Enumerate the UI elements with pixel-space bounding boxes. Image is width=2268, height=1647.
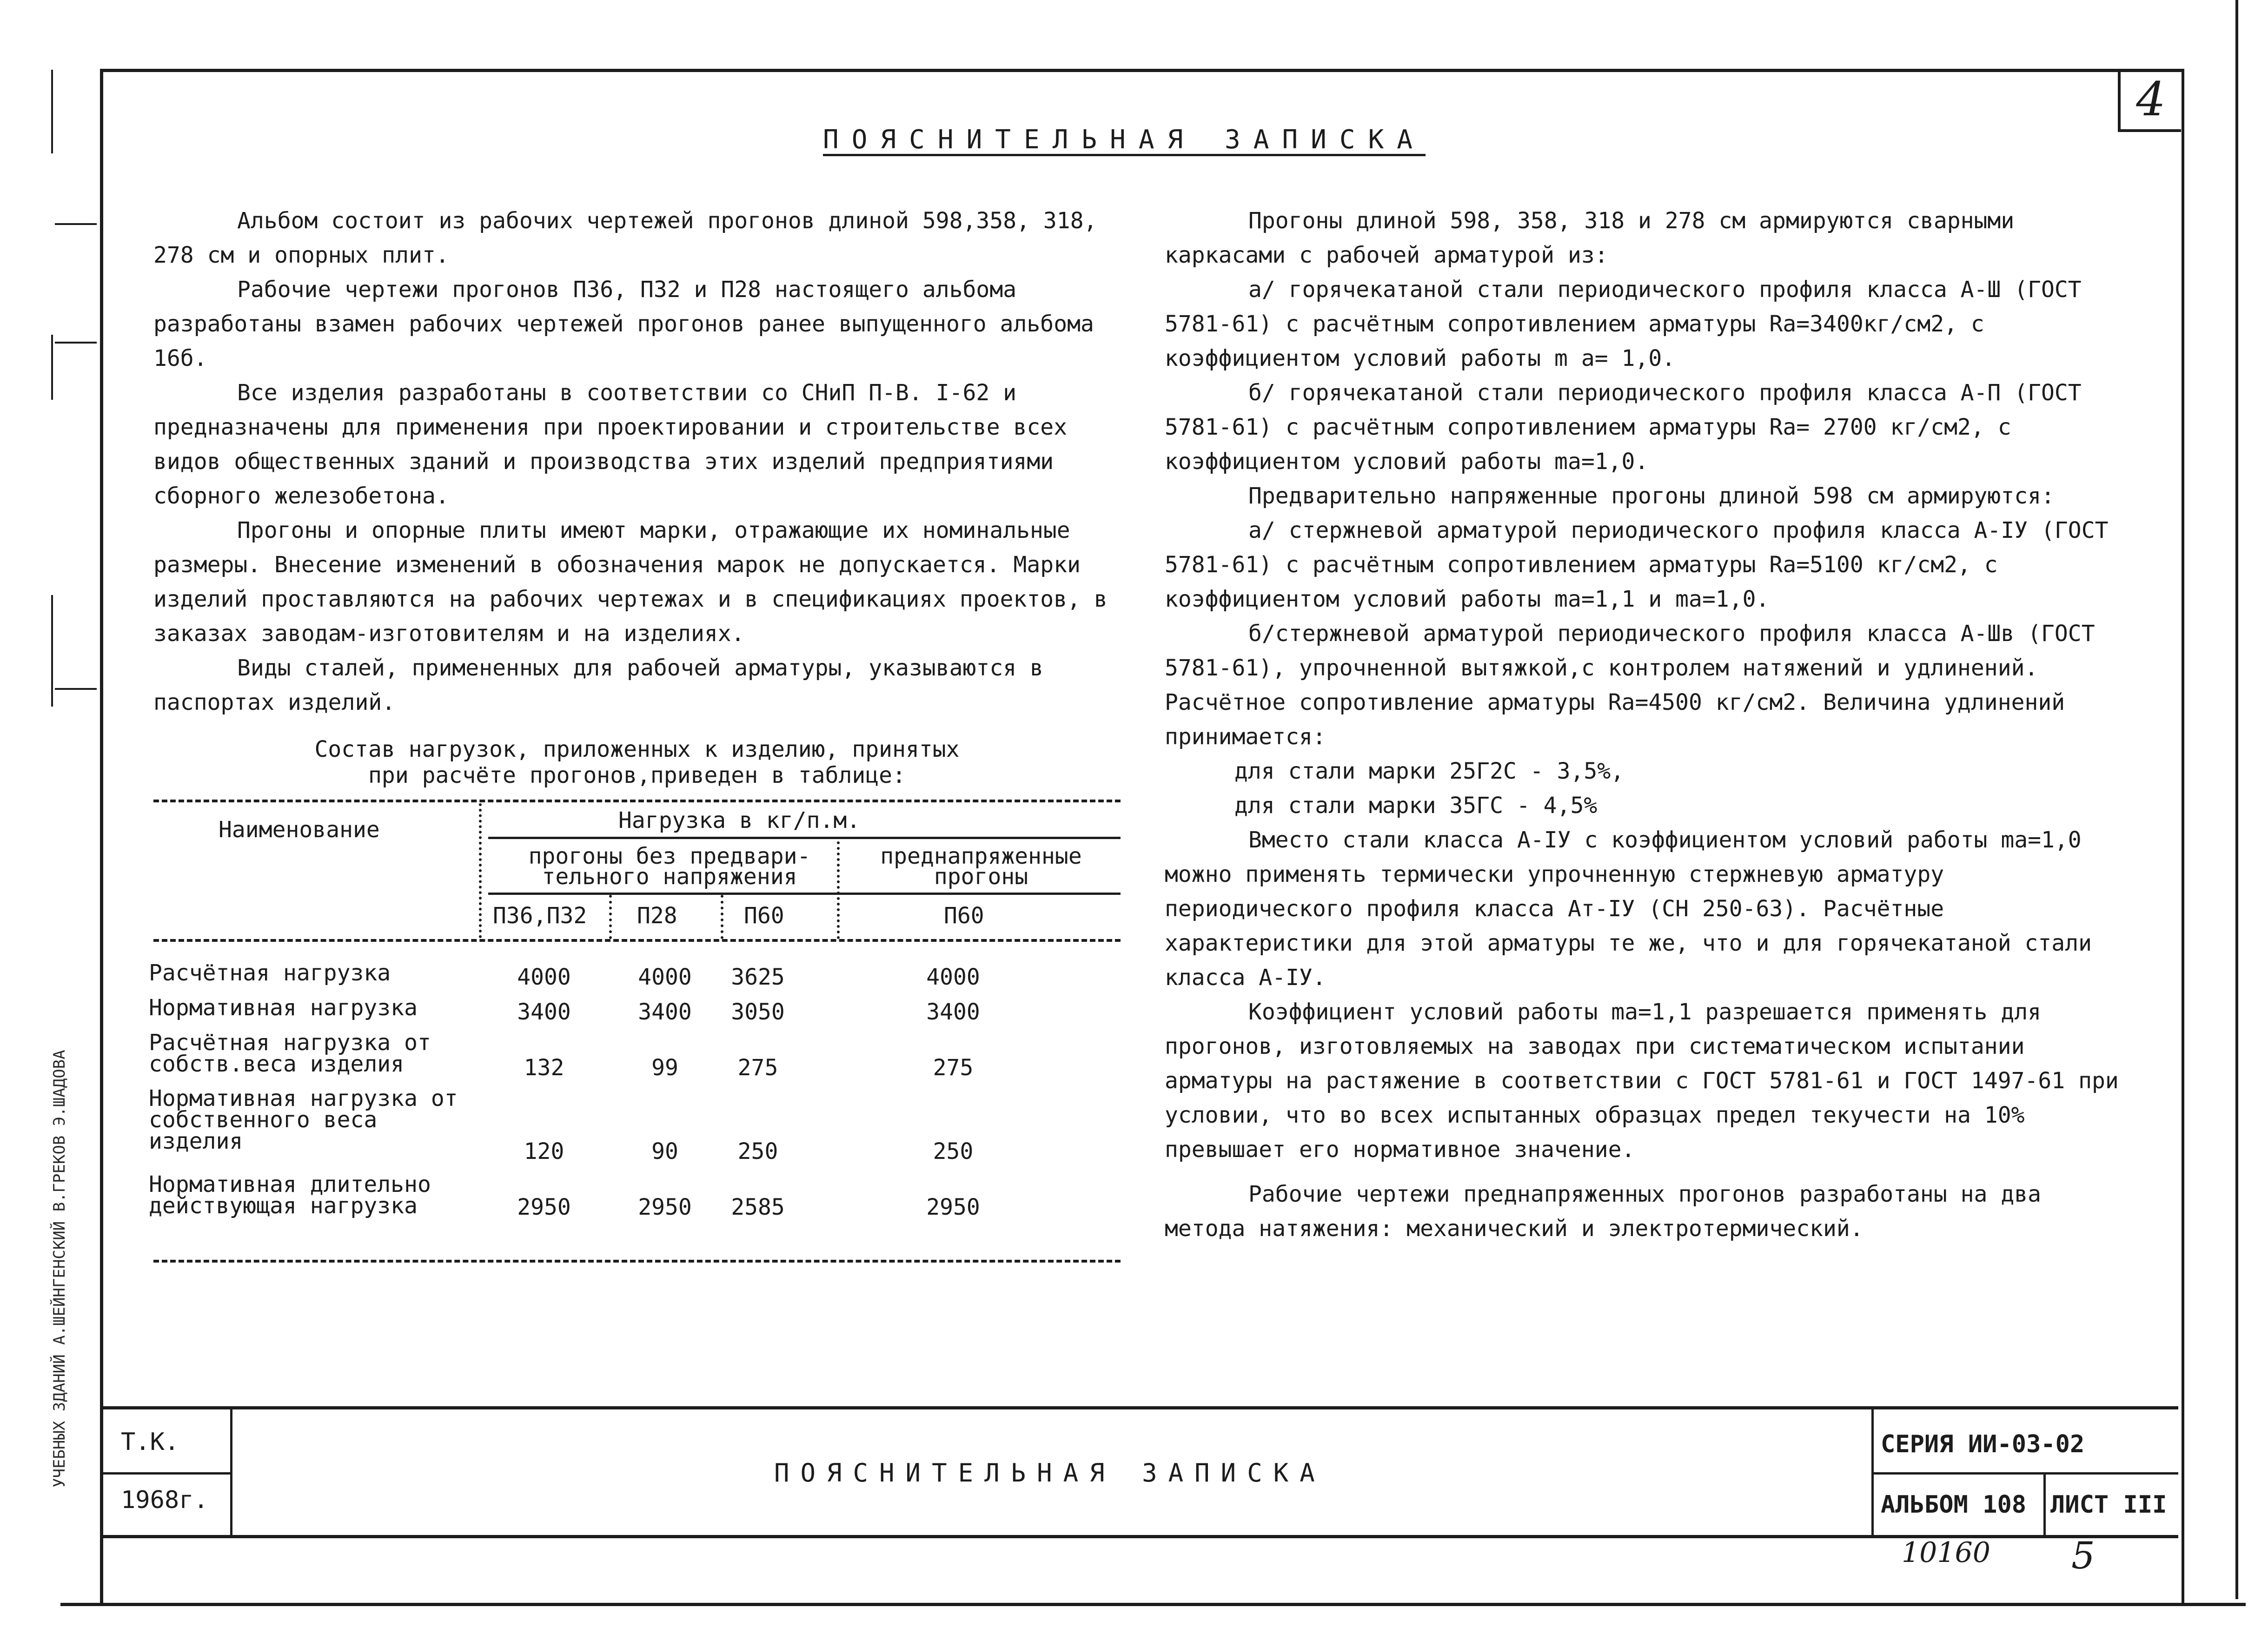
- cell-value: 3400: [638, 999, 692, 1025]
- column-divider: [837, 841, 840, 939]
- column-divider: [609, 895, 612, 939]
- column-divider: [479, 803, 482, 938]
- paragraph: Все изделия разработаны в соответствии со СНиП П-В. I-62 и предназначены для применения при проектировании и строительстве всех видов общественных зданий и производства этих изделий предприятиями сборного железобетона.: [153, 380, 1068, 509]
- paragraph: а/ стержневой арматурой периодического профиля класса А-IУ (ГОСТ 5781-61) с расчётным сопротивлением арматуры Ra=5100 кг/см2, с коэффициентом условий работы ma=1,1 и ma=1,0.: [1165, 517, 2109, 612]
- binding-mark: [55, 223, 97, 225]
- page-title: ПОЯСНИТЕЛЬНАЯ ЗАПИСКА: [823, 125, 1426, 155]
- column-divider: [721, 895, 723, 939]
- cell-value: 120: [524, 1138, 564, 1164]
- cell-value: 3625: [731, 964, 785, 990]
- side-stamp: УЧЕБНЫХ ЗДАНИЙ А.ШЕЙНГЕНСКИЙ В.ГРЕКОВ Э.ШАДОВА: [50, 1050, 69, 1488]
- paragraph: для стали марки 25Г2С - 3,5%,: [1234, 758, 1625, 784]
- title-block-title: ПОЯСНИТЕЛЬНАЯ ЗАПИСКА: [774, 1458, 1326, 1488]
- column-header: П60: [744, 903, 784, 929]
- cell-value: 99: [651, 1055, 678, 1081]
- cell-value: 275: [933, 1055, 974, 1081]
- cell-value: 4000: [926, 964, 980, 990]
- binding-mark: [55, 342, 97, 344]
- bottom-rule: [60, 1603, 2246, 1606]
- header-group-line: прогоны: [934, 864, 1028, 890]
- cell-value: 250: [933, 1138, 974, 1164]
- table-caption-line: при расчёте прогонов,приведен в таблице:: [368, 762, 906, 788]
- paragraph: для стали марки 35ГС - 4,5%: [1234, 793, 1598, 819]
- org-label: Т.К.: [121, 1428, 179, 1456]
- paragraph: а/ горячекатаной стали периодического профиля класса А-Ш (ГОСТ 5781-61) с расчётным сопротивлением арматуры Ra=3400кг/см2, с коэффициентом условий работы m a= 1,0.: [1165, 277, 2082, 371]
- paragraph: Прогоны и опорные плиты имеют марки, отражающие их номинальные размеры. Внесение изменений в обозначения марок не допускается. Марки изделий проставляются на рабочих чертежах и в спецификациях проектов, в заказах заводам-изготовителям и на изделиях.: [153, 517, 1107, 647]
- table-caption: [153, 736, 1121, 788]
- cell-value: 3050: [731, 999, 785, 1025]
- cell-value: 275: [737, 1055, 778, 1081]
- album-label: АЛЬБОМ 108: [1881, 1491, 2027, 1519]
- binding-line: [51, 70, 53, 153]
- column-header: П28: [637, 903, 677, 929]
- cell-value: 4000: [638, 964, 692, 990]
- table-caption-line: Состав нагрузок, приложенных к изделию, принятых: [314, 736, 960, 762]
- cell-value: 2585: [731, 1194, 785, 1220]
- paragraph: б/ горячекатаной стали периодического профиля класса А-П (ГОСТ 5781-61) с расчётным сопротивлением арматуры Ra= 2700 кг/см2, с коэффициентом условий работы ma=1,0.: [1165, 380, 2082, 475]
- binding-line: [51, 335, 53, 400]
- paragraph: Рабочие чертежи прогонов П36, П32 и П28 настоящего альбома разработаны взамен рабочих чертежей прогонов ранее выпущенного альбома 16б.: [153, 277, 1094, 371]
- sheet-number: 4: [2118, 69, 2181, 132]
- header-group-line: прогоны без предвари-: [528, 843, 811, 869]
- column-header: П36,П32: [493, 903, 587, 929]
- right-edge-rule: [2235, 0, 2238, 1599]
- table-rule: [488, 893, 1121, 895]
- binding-mark: [55, 688, 97, 690]
- left-column: [149, 204, 1121, 1283]
- load-table: [149, 800, 1121, 1283]
- header-name: Наименование: [219, 817, 380, 843]
- header-group-line: преднапряженные: [880, 843, 1082, 869]
- cell-value: 2950: [926, 1194, 980, 1220]
- row-label: Расчётная нагрузка: [149, 960, 391, 986]
- cell-value: 132: [524, 1055, 564, 1081]
- paragraph: б/стержневой арматурой периодического профиля класса А-Шв (ГОСТ 5781-61), упрочненной вытяжкой,с контролем натяжений и удлинений. Расчётное сопротивление арматуры Ra=4500 кг/см2. Величина удлинений принимается:: [1165, 621, 2095, 750]
- title-block-cell: [2043, 1472, 2046, 1535]
- cell-value: 2950: [638, 1194, 692, 1220]
- header-group-line: тельного напряжения: [542, 864, 797, 890]
- table-rule: [153, 1260, 1121, 1263]
- paragraph: Рабочие чертежи преднапряженных прогонов разработаны на два метода натяжения: механический и электротермический.: [1165, 1181, 2042, 1242]
- handwritten-page-number: 5: [2071, 1534, 2095, 1577]
- cell-value: 4000: [517, 964, 571, 990]
- table-rule: [488, 837, 1121, 839]
- paragraph: Коэффициент условий работы ma=1,1 разрешается применять для прогонов, изготовляемых на заводах при систематическом испытании арматуры на растяжение в соответствии с ГОСТ 5781-61 и ГОСТ 1497-61 при условии, что во всех испытанных образцах предел текучести на 10% превышает его нормативное значение.: [1165, 999, 2119, 1163]
- cell-value: 90: [651, 1138, 678, 1164]
- row-label: Нормативная длительно действующая нагрузка: [149, 1171, 431, 1219]
- cell-value: 250: [737, 1138, 778, 1164]
- row-label: Нормативная нагрузка от собственного веса изделия: [149, 1085, 458, 1154]
- paragraph: Альбом состоит из рабочих чертежей прогонов длиной 598,358, 318, 278 см и опорных плит.: [153, 208, 1097, 268]
- binding-line: [51, 595, 53, 707]
- cell-value: 3400: [926, 999, 980, 1025]
- table-rule: [153, 939, 1121, 942]
- series-label: СЕРИЯ ИИ-03-02: [1881, 1430, 2085, 1458]
- title-block: [100, 1406, 2178, 1538]
- header-group-prestressed: [851, 843, 1111, 890]
- title-block-cell: [1871, 1472, 2178, 1475]
- row-label: Расчётная нагрузка от собств.веса изделия: [149, 1030, 431, 1077]
- sheet-label: ЛИСТ III: [2050, 1491, 2167, 1519]
- row-label: Нормативная нагрузка: [149, 995, 418, 1021]
- header-group-nonstressed: [507, 843, 832, 890]
- cell-value: 3400: [517, 999, 571, 1025]
- table-rule: [153, 800, 1121, 802]
- column-header: П60: [944, 903, 984, 929]
- paragraph: Предварительно напряженные прогоны длиной 598 см армируются:: [1248, 483, 2055, 509]
- archive-number: 10160: [1902, 1536, 1990, 1569]
- paragraph: Виды сталей, примененных для рабочей арматуры, указываются в паспортах изделий.: [153, 655, 1043, 715]
- paragraph: Вместо стали класса А-IУ с коэффициентом условий работы ma=1,0 можно применять термически упрочненную стержневую арматуру периодического профиля класса Ат-IУ (СН 250-63). Расчётные характеристики для этой арматуры те же, что и для горячекатаной стали класса А-IУ.: [1165, 827, 2092, 991]
- header-load: Нагрузка в кг/п.м.: [618, 807, 861, 833]
- year-label: 1968г.: [121, 1486, 208, 1514]
- cell-value: 2950: [517, 1194, 571, 1220]
- right-column: [1165, 204, 2122, 1246]
- paragraph: Прогоны длиной 598, 358, 318 и 278 см армируются сварными каркасами с рабочей арматурой из:: [1165, 208, 2015, 268]
